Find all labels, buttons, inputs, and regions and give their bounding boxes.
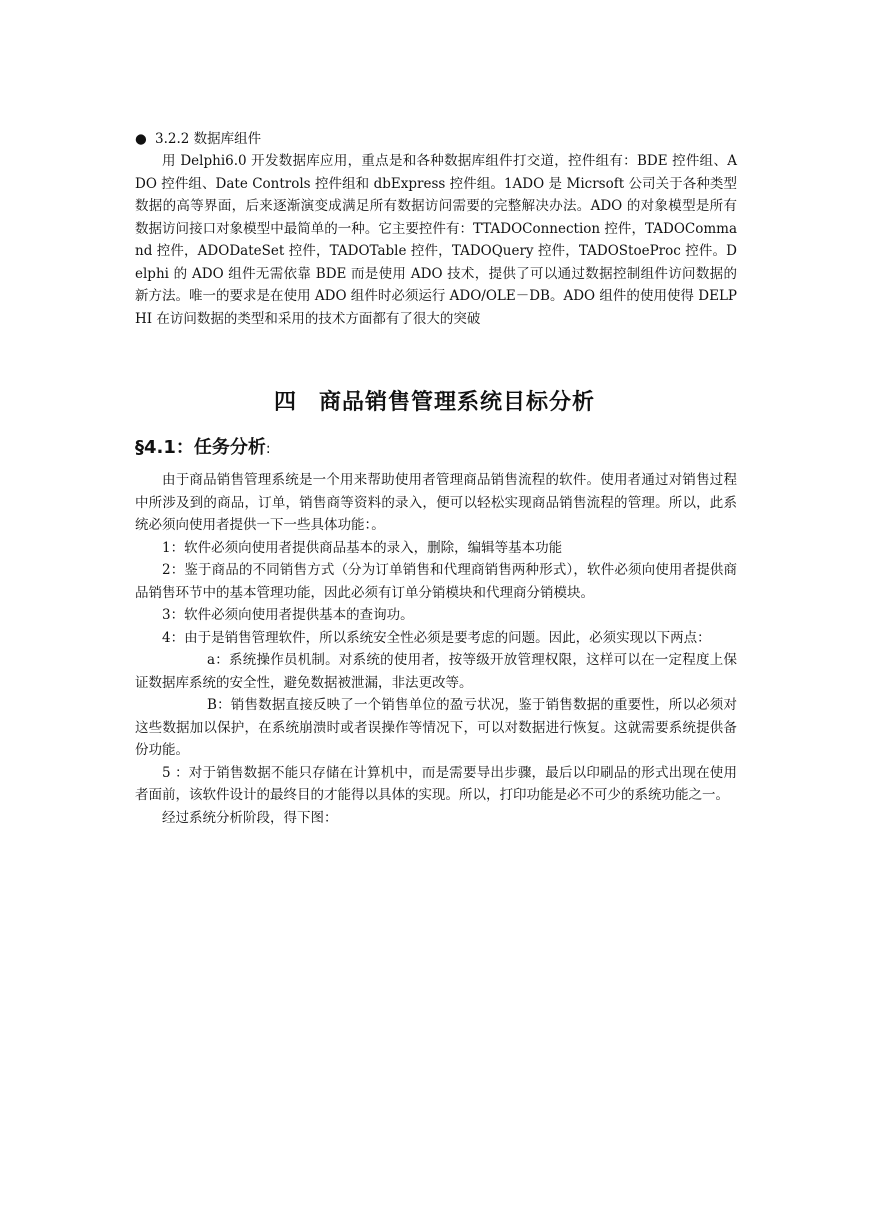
- chapter-number: 四: [273, 390, 297, 415]
- database-components-paragraph: 用 Delphi6.0 开发数据库应用，重点是和各种数据库组件打交道，控件组有：BDE 控件组、ADO 控件组、Date Controls 控件组和 dbExpress 控件组。1ADO 是 Micrsoft 公司关于各种类型数据的高等界面，后来逐渐演变成满足所有数据访问需要的完整解决办法。ADO 的对象模型是所有数据访问接口对象模型中最简单的一种。它主要控件有：TTADOConnection 控件，TADOCommand 控件，ADODateSet 控件，TADOTable 控件，TADOQuery 控件，TADOStoeProc 控件。Delphi 的 ADO 组件无需依靠 BDE 而是使用 ADO 技术，提供了可以通过数据控制组件访问数据的新方法。唯一的要求是在使用 ADO 组件时必须运行 ADO/OLE－DB。ADO 组件的使用使得 DELPHI 在访问数据的类型和采用的技术方面都有了很大的突破: [135, 153, 737, 327]
- task-analysis-intro: 由于商品销售管理系统是一个用来帮助使用者管理商品销售流程的软件。使用者通过对销售过程中所涉及到的商品，订单，销售商等资料的录入，便可以轻松实现商品销售流程的管理。所以，此系统必须向使用者提供一下一些具体功能：。: [135, 472, 737, 533]
- chapter-title: [0, 385, 869, 416]
- requirement-item-4b: B：销售数据直接反映了一个销售单位的盈亏状况，鉴于销售数据的重要性，所以必须对这些数据加以保护，在系统崩溃时或者误操作等情况下，可以对数据进行恢复。这就需要系统提供备份功能。: [135, 697, 737, 758]
- chapter-title-text: 商品销售管理系统目标分析: [319, 390, 596, 415]
- bullet-icon: ●: [135, 131, 147, 147]
- closing-sentence: 经过系统分析阶段，得下图：: [162, 809, 338, 826]
- task-analysis-body: [135, 469, 737, 829]
- section-title-41: [135, 433, 271, 459]
- requirement-item-3: 3：软件必须向使用者提供基本的查询功。: [162, 607, 414, 623]
- requirement-item-2: 2：鉴于商品的不同销售方式（分为订单销售和代理商销售两种形式），软件必须向使用者提供商品销售环节中的基本管理功能，因此必须有订单分销模块和代理商分销模块。: [135, 562, 737, 601]
- section-title-text: §4.1：任务分析: [135, 437, 266, 458]
- subsection-heading-text: 3.2.2 数据库组件: [155, 131, 262, 147]
- database-components-paragraph-block: [135, 150, 737, 330]
- requirement-item-4a: a：系统操作员机制。对系统的使用者，按等级开放管理权限，这样可以在一定程度上保证数据库系统的安全性，避免数据被泄漏，非法更改等。: [135, 652, 737, 691]
- requirement-item-4: 4：由于是销售管理软件，所以系统安全性必须是要考虑的问题。因此，必须实现以下两点：: [162, 629, 711, 646]
- requirement-item-5: 5 ：对于销售数据不能只存储在计算机中，而是需要导出步骤，最后以印刷品的形式出现在使用者面前，该软件设计的最终目的才能得以具体的实现。所以，打印功能是必不可少的系统功能之一。: [135, 764, 737, 803]
- requirement-item-1: 1：软件必须向使用者提供商品基本的录入，删除，编辑等基本功能: [162, 539, 563, 556]
- subsection-heading-322: [135, 128, 261, 150]
- section-title-colon: :: [265, 441, 271, 457]
